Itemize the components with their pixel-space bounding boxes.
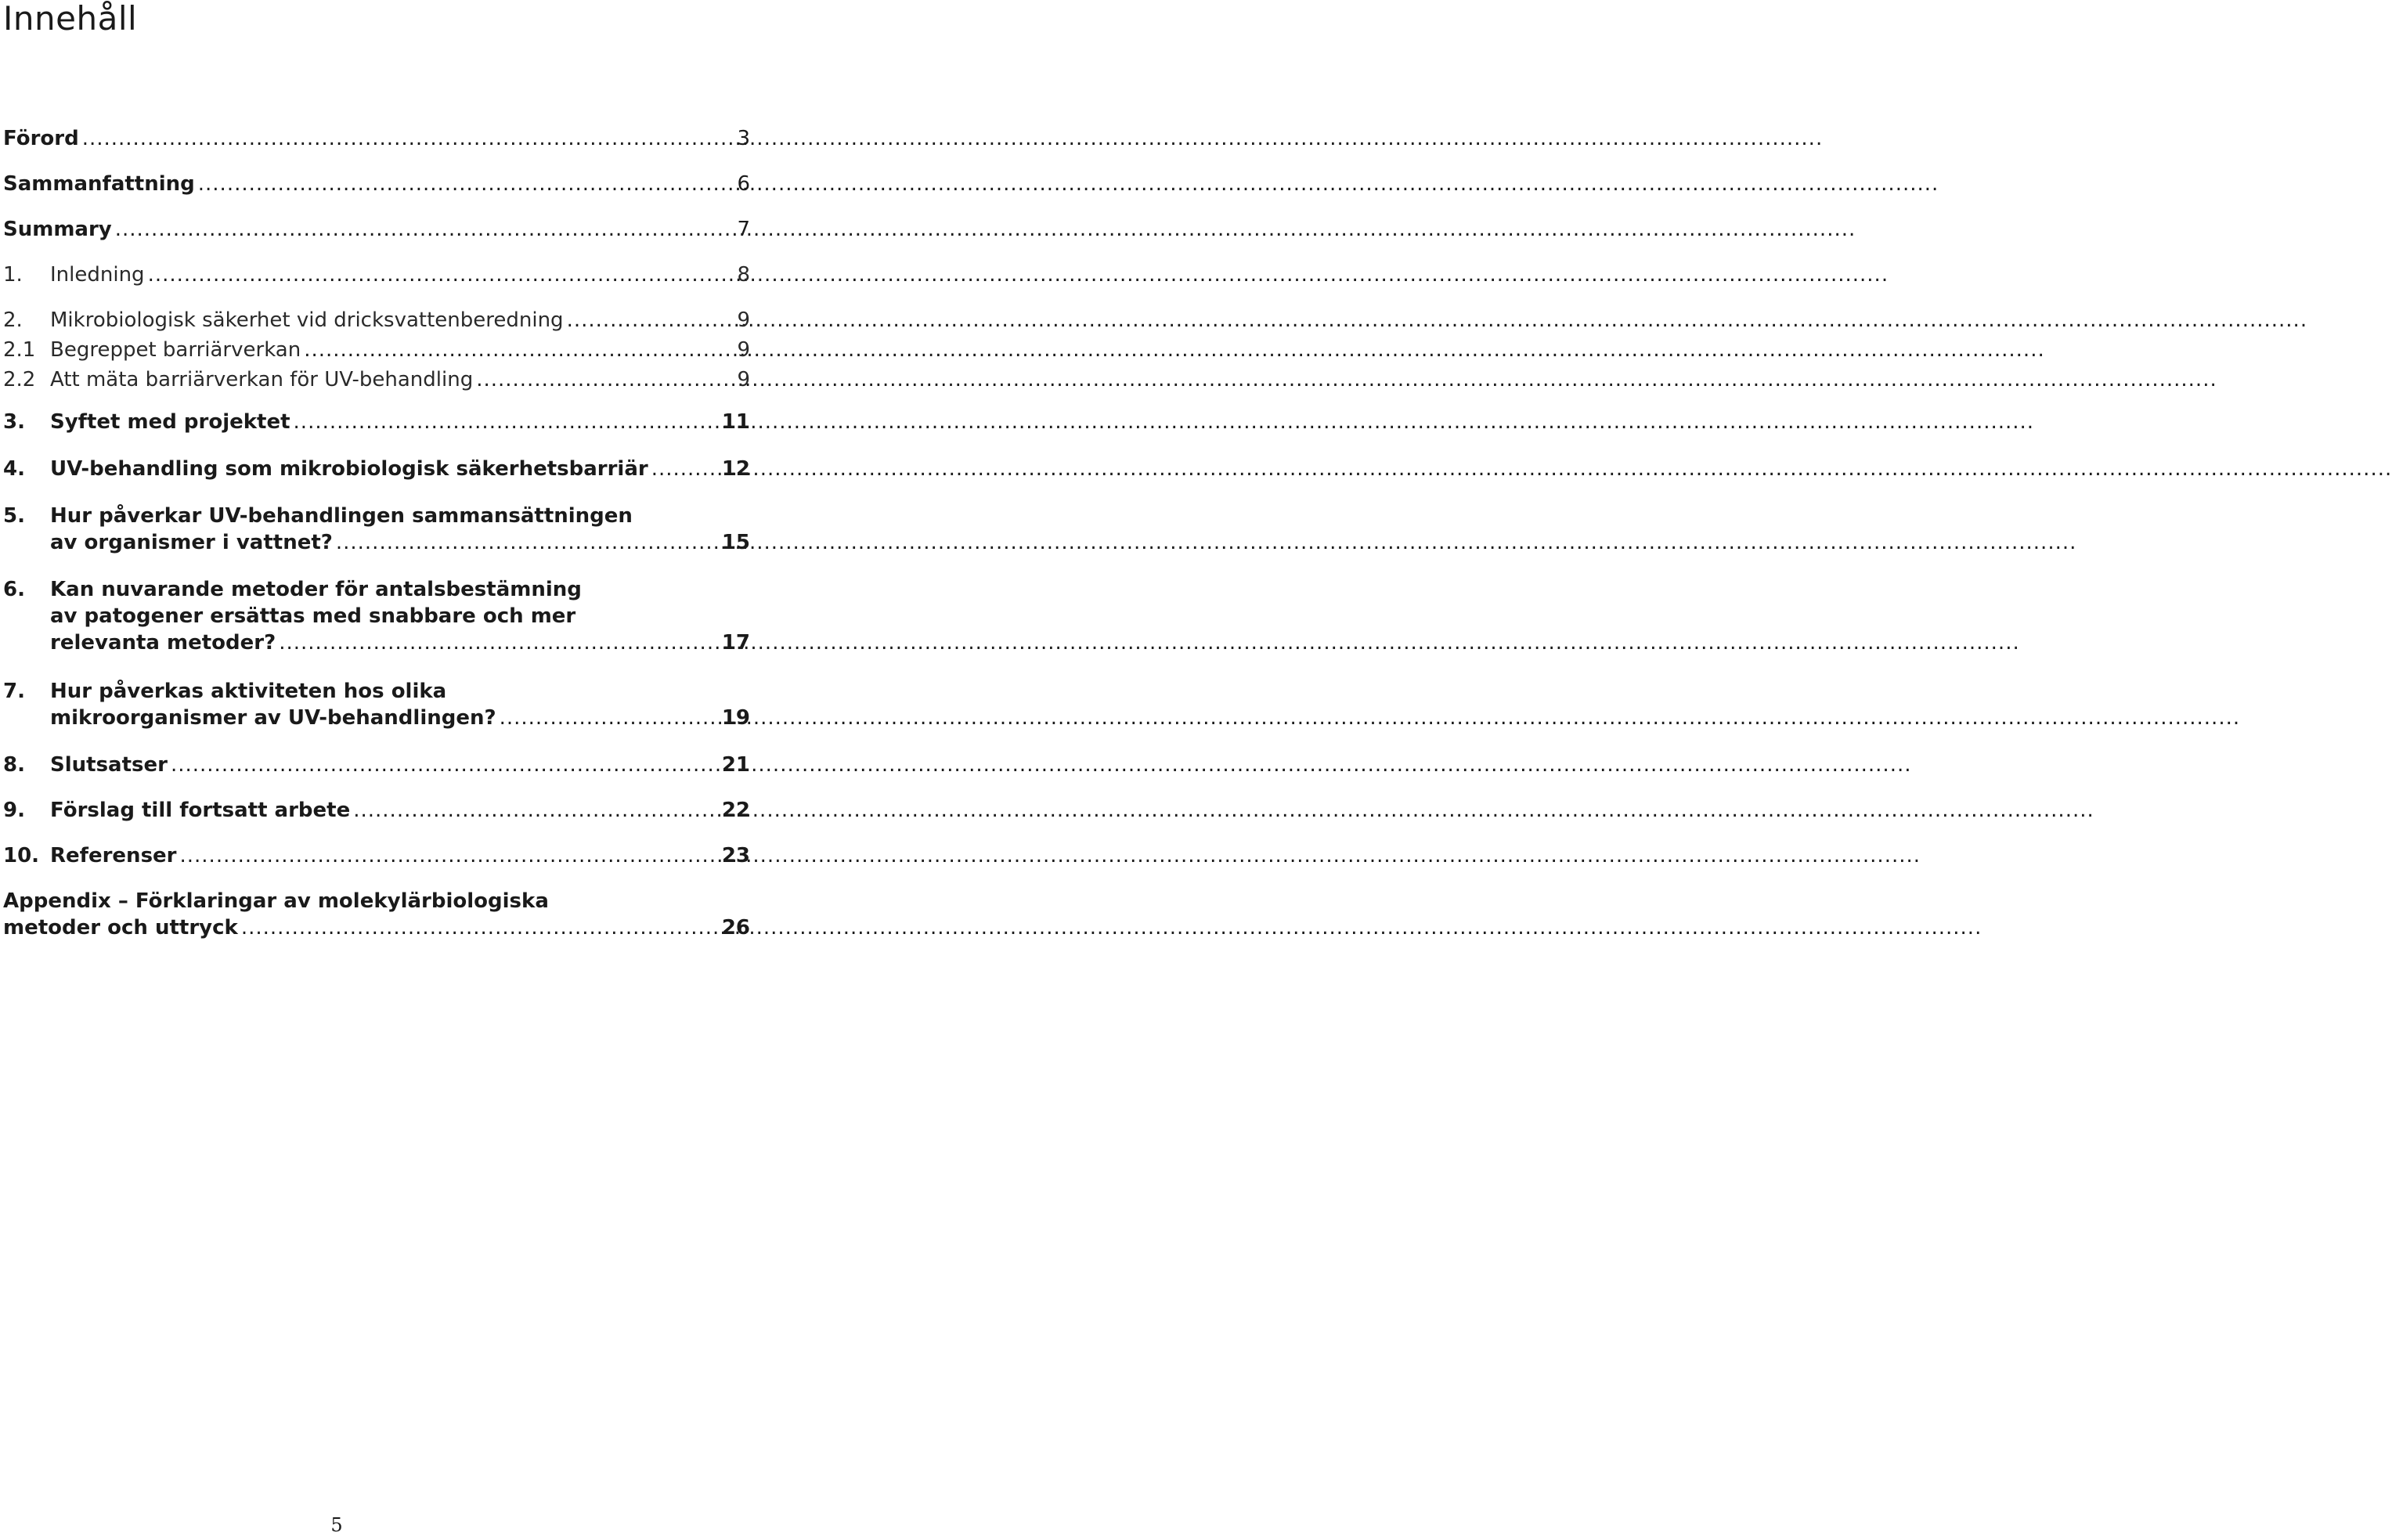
toc-entry-page: 7 [737, 218, 750, 241]
toc-entry-page: 21 [721, 753, 750, 777]
toc-entry-number: 6. [3, 578, 25, 601]
dot-leader [241, 914, 719, 941]
toc-entry-number: 2.1 [3, 338, 36, 362]
toc-entry-title: Hur påverkar UV-behandlingen sammansättningen [50, 504, 633, 528]
toc-entry-page: 8 [737, 263, 750, 287]
toc-entry-number: 3. [3, 410, 25, 434]
toc-entry-4[interactable] [3, 456, 750, 482]
toc-entry-title-continued: mikroorganismer av UV-behandlingen? [50, 706, 496, 730]
toc-entry-5[interactable] [3, 503, 750, 556]
dot-leader [198, 171, 734, 197]
dot-leader [500, 705, 719, 731]
dot-leader [82, 125, 734, 152]
toc-entry-page: 12 [721, 457, 750, 481]
dot-leader [279, 629, 719, 656]
toc-entry-title: Inledning [50, 263, 145, 287]
dot-leader [476, 366, 734, 393]
toc-entry-title: Förslag till fortsatt arbete [50, 799, 351, 822]
dot-leader [304, 337, 734, 363]
toc-entry-sammanfattning[interactable] [3, 171, 750, 197]
toc-entry-title: Referenser [50, 844, 177, 867]
toc-entry-number: 10. [3, 844, 40, 867]
toc-entry-title: UV-behandling som mikrobiologisk säkerhetsbarriär [50, 457, 648, 481]
toc-entry-page: 26 [721, 916, 750, 940]
toc-entry-title: Slutsatser [50, 753, 168, 777]
toc-entry-title-continued: av patogener ersättas med snabbare och mer [50, 604, 576, 628]
toc-entry-page: 17 [721, 631, 750, 655]
toc-entry-title: Förord [3, 127, 79, 150]
toc-entry-title: Sammanfattning [3, 172, 195, 196]
dot-leader [294, 409, 719, 435]
dot-leader [148, 261, 734, 288]
dot-leader [567, 307, 734, 334]
toc-entry-1[interactable] [3, 261, 750, 288]
toc-entry-6[interactable] [3, 576, 750, 656]
dot-leader [115, 216, 734, 243]
toc-entry-2[interactable] [3, 307, 750, 334]
toc-entry-2-1[interactable] [3, 337, 750, 363]
toc-entry-7[interactable] [3, 678, 750, 731]
toc-entry-title-continued: metoder och uttryck [3, 916, 238, 940]
dot-leader [336, 529, 719, 556]
toc-entry-title: Appendix – Förklaringar av molekylärbiologiska [3, 889, 549, 913]
toc-entry-number: 2.2 [3, 368, 36, 391]
toc-entry-3[interactable] [3, 409, 750, 435]
toc-entry-number: 8. [3, 753, 25, 777]
toc-entry-title: Hur påverkas aktiviteten hos olika [50, 680, 447, 703]
toc-entry-title: Summary [3, 218, 112, 241]
toc-entry-page: 9 [737, 308, 750, 332]
toc-entry-page: 9 [737, 368, 750, 391]
toc-entry-page: 11 [721, 410, 750, 434]
toc-entry-page: 9 [737, 338, 750, 362]
toc-entry-page: 22 [721, 799, 750, 822]
toc-entry-number: 5. [3, 504, 25, 528]
toc-entry-8[interactable] [3, 752, 750, 778]
toc-entry-number: 2. [3, 308, 23, 332]
toc-entry-page: 23 [721, 844, 750, 867]
dot-leader [353, 797, 719, 824]
toc-entry-title: Syftet med projektet [50, 410, 290, 434]
toc-entry-10[interactable] [3, 842, 750, 869]
toc-entry-page: 3 [737, 127, 750, 150]
toc-entry-number: 9. [3, 799, 25, 822]
dot-leader [651, 456, 719, 482]
toc-entry-title: Kan nuvarande metoder för antalsbestämning [50, 578, 582, 601]
toc-entry-9[interactable] [3, 797, 750, 824]
toc-entry-2-2[interactable] [3, 366, 750, 393]
toc-entry-number: 7. [3, 680, 25, 703]
toc-entry-summary[interactable] [3, 216, 750, 243]
toc-entry-title: Begreppet barriärverkan [50, 338, 301, 362]
toc-entry-title-continued: av organismer i vattnet? [50, 531, 333, 554]
page-title: Innehåll [3, 0, 138, 38]
toc-entry-title: Att mäta barriärverkan för UV-behandling [50, 368, 474, 391]
toc-entry-appendix[interactable] [3, 888, 750, 941]
toc-entry-page: 15 [721, 531, 750, 554]
page-number: 5 [330, 1514, 343, 1536]
toc-entry-number: 4. [3, 457, 25, 481]
toc-entry-title-continued: relevanta metoder? [50, 631, 276, 655]
toc-entry-number: 1. [3, 263, 23, 287]
dot-leader [171, 752, 719, 778]
toc-entry-forord[interactable] [3, 125, 750, 152]
toc-entry-page: 6 [737, 172, 750, 196]
toc-entry-page: 19 [721, 706, 750, 730]
dot-leader [180, 842, 719, 869]
toc-entry-title: Mikrobiologisk säkerhet vid dricksvattenberedning [50, 308, 564, 332]
